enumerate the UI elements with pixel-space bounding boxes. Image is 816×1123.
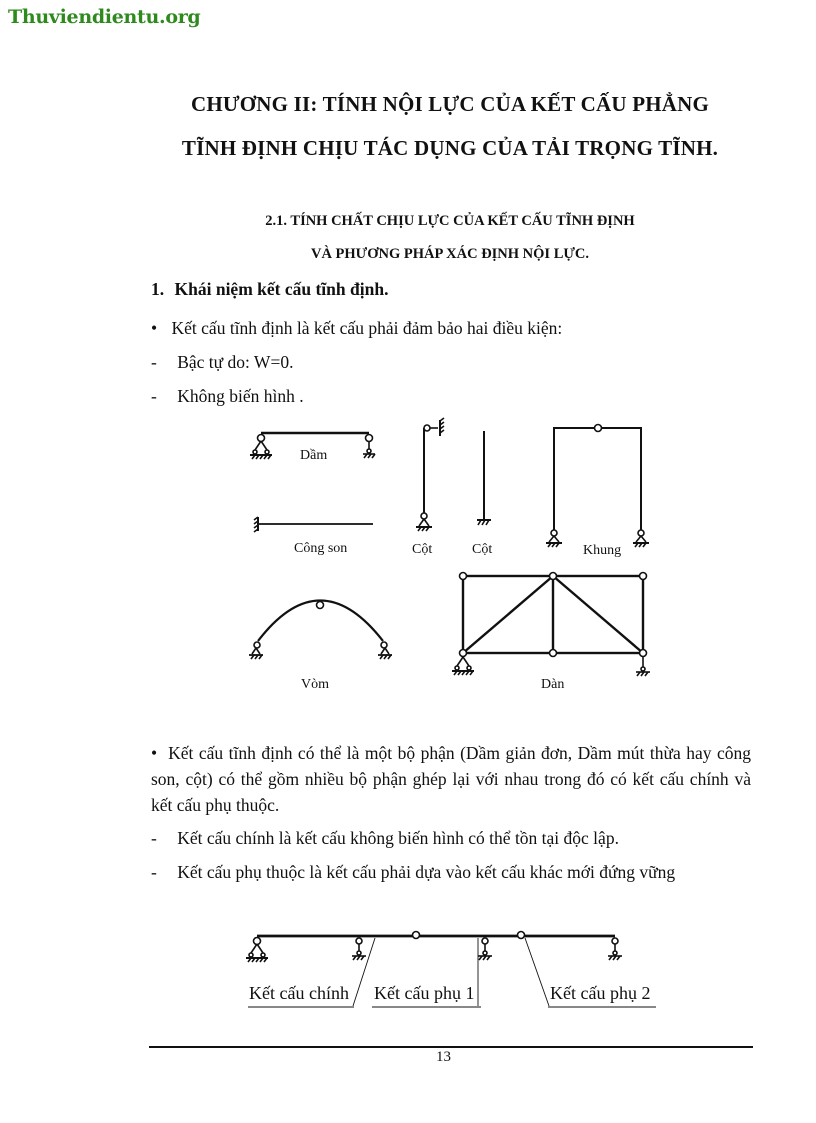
footer-rule	[149, 1046, 753, 1048]
subsection-title: Khái niệm kết cấu tĩnh định.	[174, 279, 389, 299]
bullet-text: Kết cấu tĩnh định là kết cấu phải đảm bảo hai điều kiện:	[171, 318, 563, 338]
site-watermark: Thuviendientu.org	[8, 6, 201, 28]
truss-diagram	[452, 573, 650, 677]
arch-diagram	[249, 601, 392, 660]
page-number: 13	[436, 1049, 451, 1065]
label-frame: Khung	[583, 543, 622, 558]
section-title-line-2: VÀ PHƯƠNG PHÁP XÁC ĐỊNH NỘI LỰC.	[310, 246, 590, 262]
section-title-line-1: 2.1. TÍNH CHẤT CHỊU LỰC CỦA KẾT CẤU TĨNH ĐỊNH	[265, 213, 635, 229]
dash-icon: -	[151, 352, 157, 372]
chapter-title-line-2: TĨNH ĐỊNH CHỊU TÁC DỤNG CỦA TẢI TRỌNG TĨNH.	[181, 136, 719, 160]
label-cantilever: Công son	[294, 541, 348, 556]
chapter-title-line-1: CHƯƠNG II: TÍNH NỘI LỰC CỦA KẾT CẤU PHẲNG	[190, 92, 710, 116]
dash-icon: -	[151, 386, 157, 406]
label-truss: Dàn	[541, 677, 565, 692]
dash-text: Kết cấu phụ thuộc là kết cấu phải dựa vào kết cấu khác mới đứng vững	[177, 862, 676, 882]
label-dependent-1: Kết cấu phụ 1	[374, 983, 475, 1003]
dash-text: Kết cấu chính là kết cấu không biến hình có thể tồn tại độc lập.	[177, 828, 619, 848]
frame-diagram	[546, 425, 649, 548]
label-main-structure: Kết cấu chính	[249, 983, 349, 1003]
paragraph-text: Kết cấu tĩnh định có thể là một bộ phận (Dầm giản đơn, Dầm mút thừa hay công son, cột) có thể gồm nhiều bộ phận ghép lại với nhau trong đó có kết cấu chính và kết cấu phụ thuộc.	[151, 743, 751, 815]
dash-text: Bậc tự do: W=0.	[177, 352, 294, 372]
label-arch: Vòm	[301, 677, 329, 692]
subsection-number: 1.	[151, 279, 165, 299]
cantilever-diagram	[254, 517, 373, 532]
column-diagram-1	[416, 418, 444, 531]
column-diagram-2	[477, 431, 491, 525]
bullet-icon: •	[151, 318, 158, 338]
dash-icon: -	[151, 828, 157, 848]
dash-text: Không biến hình .	[177, 386, 304, 406]
label-column-2: Cột	[472, 542, 493, 557]
composite-structure-paragraph	[151, 740, 751, 818]
dash-item-main-structure	[151, 828, 619, 849]
dash-icon: -	[151, 862, 157, 882]
dash-item-dependent-structure	[151, 862, 675, 883]
label-beam: Dầm	[300, 448, 328, 463]
bullet-icon: •	[151, 743, 158, 763]
label-column-1: Cột	[412, 542, 433, 557]
label-dependent-2: Kết cấu phụ 2	[550, 983, 651, 1003]
